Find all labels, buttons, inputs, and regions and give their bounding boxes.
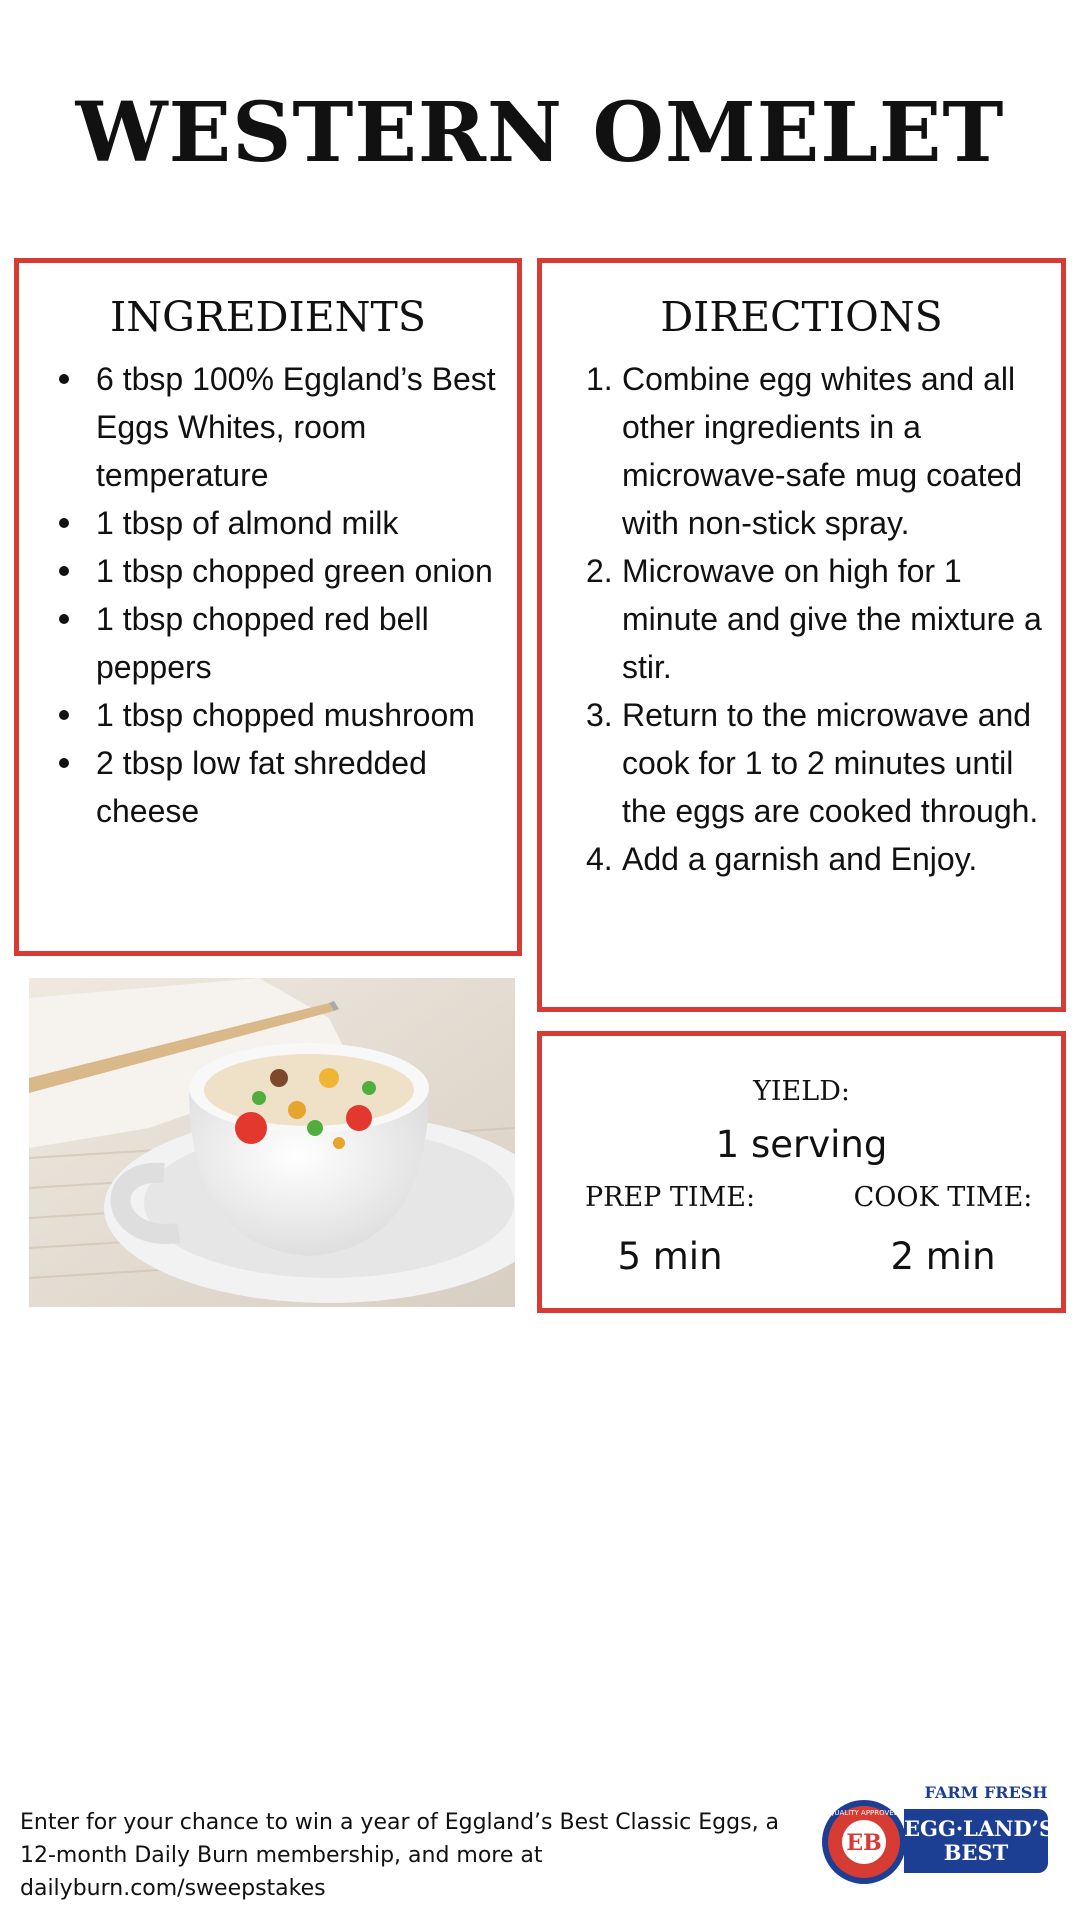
step-number: 4.	[586, 841, 613, 877]
brand-name: EGG·LAND’S BEST	[904, 1809, 1048, 1873]
directions-heading: DIRECTIONS	[660, 293, 943, 341]
brand-tagline: FARM FRESH	[924, 1783, 1048, 1802]
ingredients-list	[19, 355, 517, 835]
yield-value: 1 serving	[715, 1123, 888, 1166]
ingredients-heading: INGREDIENTS	[110, 293, 426, 341]
yield-label: YIELD:	[753, 1076, 850, 1107]
list-item: 1 tbsp chopped green onion	[59, 547, 497, 595]
bullet-icon	[59, 614, 69, 624]
seal-text: QUALITY APPROVED	[828, 1809, 900, 1817]
step-number: 1.	[586, 361, 613, 397]
page-title: WESTERN OMELET	[75, 85, 1005, 181]
quality-seal-icon	[820, 1798, 908, 1886]
directions-panel	[537, 258, 1066, 1012]
bullet-icon	[59, 566, 69, 576]
cook-time-label: COOK TIME:	[853, 1182, 1033, 1213]
prep-time-label: PREP TIME:	[584, 1182, 756, 1213]
cook-time	[823, 1182, 1063, 1278]
prep-time-value: 5 min	[617, 1235, 723, 1278]
bullet-icon	[59, 758, 69, 768]
direction-step: 1. Combine egg whites and all other ingredients in a microwave-safe mug coated with non-stick spray.	[586, 355, 1045, 547]
list-item: 1 tbsp of almond milk	[59, 499, 497, 547]
seal-initials: EB	[846, 1830, 882, 1856]
bullet-icon	[59, 518, 69, 528]
omelet-photo	[29, 978, 515, 1307]
bullet-icon	[59, 374, 69, 384]
egglands-best-logo	[820, 1783, 1070, 1893]
prep-time	[550, 1182, 790, 1278]
step-number: 2.	[586, 553, 613, 589]
sweepstakes-text: Enter for your chance to win a year of Eggland’s Best Classic Eggs, a 12-month Daily Burn membership, and more at dailyburn.com/sweepstakes	[20, 1810, 780, 1901]
ingredients-panel	[14, 258, 522, 956]
direction-step: 4. Add a garnish and Enjoy.	[586, 835, 1045, 883]
list-item: 2 tbsp low fat shredded cheese	[59, 739, 497, 835]
direction-step: 2. Microwave on high for 1 minute and give the mixture a stir.	[586, 547, 1045, 691]
cook-time-value: 2 min	[890, 1235, 996, 1278]
list-item: 1 tbsp chopped red bell peppers	[59, 595, 497, 691]
recipe-info-panel	[537, 1031, 1066, 1313]
direction-step: 3. Return to the microwave and cook for 1 to 2 minutes until the eggs are cooked through.	[586, 691, 1045, 835]
list-item: 6 tbsp 100% Eggland’s Best Eggs Whites, room temperature	[59, 355, 497, 499]
step-number: 3.	[586, 697, 613, 733]
bullet-icon	[59, 710, 69, 720]
list-item: 1 tbsp chopped mushroom	[59, 691, 497, 739]
directions-list	[542, 355, 1061, 883]
